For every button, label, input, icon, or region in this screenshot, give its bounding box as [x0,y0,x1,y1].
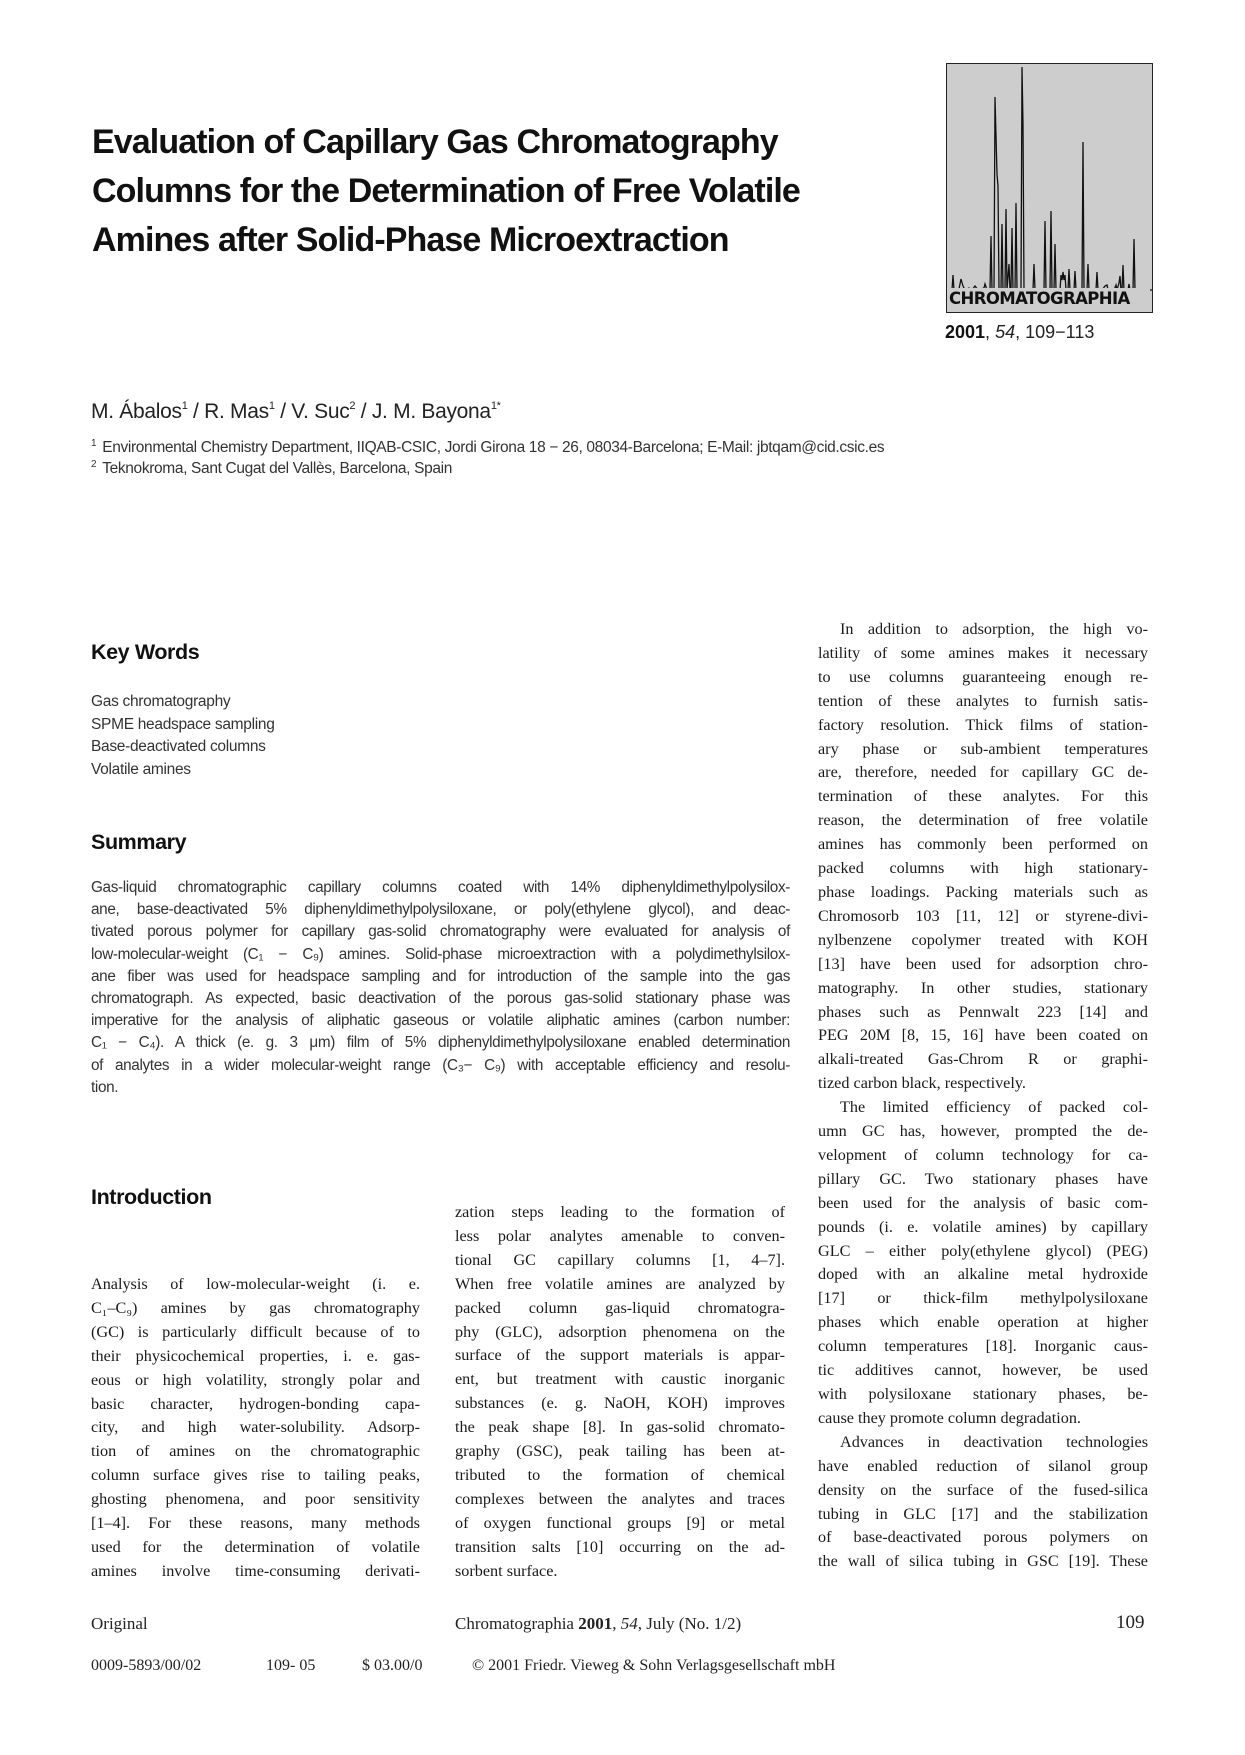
author-affiliation-marker: 1 [181,400,188,412]
author-name: R. Mas [204,400,269,423]
body-line: latility of some amines makes it necessary [818,643,1148,662]
body-column-1 [91,1273,420,1584]
body-line: tention of these analytes to furnish satis- [818,691,1148,710]
keywords-heading: Key Words [91,640,200,664]
body-line: density on the surface of the fused-silica [818,1480,1148,1499]
keyword: Base-deactivated columns [91,738,266,755]
affiliation [91,459,452,478]
body-line: eous or high volatility, strongly polar and [91,1370,420,1389]
body-line: [13] have been used for adsorption chro- [818,954,1148,973]
body-line: tic additives cannot, however, be used [818,1361,1148,1380]
summary-line: ane fiber was used for headspace sampling and for introduction of the sample into the gas [91,967,790,985]
affiliation-number: 2 [91,459,97,470]
body-line: the wall of silica tubing in GSC [19]. These [818,1552,1148,1571]
article-title [92,118,852,265]
body-line: the peak shape [8]. In gas-solid chromato- [455,1418,785,1437]
summary-line: chromatograph. As expected, basic deactivation of the porous gas-solid stationary phase was [91,990,790,1008]
body-line: basic character, hydrogen-bonding capa- [91,1394,420,1413]
body-line: tion of amines on the chromatographic [91,1442,420,1461]
title-line: Amines after Solid-Phase Microextraction [92,221,729,259]
title-line: Columns for the Determination of Free Volatile [92,172,800,210]
price: $ 03.00/0 [362,1657,423,1674]
summary-line: of analytes in a wider molecular-weight range (C₃− C₉) with acceptable efficiency and resolu- [91,1056,790,1074]
body-line: amines involve time-consuming derivati- [91,1561,420,1580]
copyright: © 2001 Friedr. Vieweg & Sohn Verlagsgesellschaft mbH [472,1657,836,1674]
body-line: tional GC capillary columns [1, 4–7]. [455,1250,785,1269]
body-line: packed columns with high stationary- [818,859,1148,878]
issn: 0009-5893/00/02 [91,1657,202,1674]
author-affiliation-marker: 1* [490,400,501,412]
summary-line: Gas-liquid chromatographic capillary columns coated with 14% diphenyldimethylpolysilox- [91,879,790,896]
body-line: When free volatile amines are analyzed by [455,1274,785,1293]
body-line: of base-deactivated porous polymers on [818,1528,1148,1547]
author-name: V. Suc [291,400,350,423]
body-line: complexes between the analytes and traces [455,1489,785,1508]
body-line: [17] or thick-film methylpolysiloxane [818,1289,1148,1308]
body-line: their physicochemical properties, i. e. gas- [91,1346,420,1365]
summary-line: C₁ − C₄). A thick (e. g. 3 μm) film of 5% diphenyldimethylpolysiloxane enabled determination [91,1034,790,1052]
body-line: ghosting phenomena, and poor sensitivity [91,1490,420,1509]
summary-heading: Summary [91,830,187,854]
body-line: Analysis of low-molecular-weight (i. e. [91,1275,420,1293]
summary-line: low-molecular-weight (C₁ − C₉) amines. Solid-phase microextraction with a polydimethylsilox- [91,945,790,963]
footer-year: 2001 [578,1614,613,1633]
title-line: Evaluation of Capillary Gas Chromatography [92,123,778,161]
body-line: phases such as Pennwalt 223 [14] and [818,1002,1148,1021]
body-line: transition salts [10] occurring on the ad- [455,1537,785,1556]
author-name: J. M. Bayona [371,400,491,423]
body-line: city, and high water-solubility. Adsorp- [91,1418,420,1437]
body-line: packed column gas-liquid chromatogra- [455,1298,785,1317]
body-line: doped with an alkaline metal hydroxide [818,1265,1148,1284]
body-line: substances (e. g. NaOH, KOH) improves [455,1394,785,1413]
body-line: cause they promote column degradation. [818,1408,1081,1427]
affiliation-number: 1 [91,438,97,449]
affiliation-text: Environmental Chemistry Department, IIQAB-CSIC, Jordi Girona 18 − 26, 08034-Barcelona; E-Mail: jbtqam@cid.csic.es [102,439,885,456]
body-line: have enabled reduction of silanol group [818,1456,1148,1475]
body-line: column surface gives rise to tailing peaks, [91,1466,420,1485]
summary-line: imperative for the analysis of aliphatic gaseous or volatile aliphatic amines (carbon number: [91,1012,790,1030]
body-line: surface of the support materials is appar- [455,1346,785,1365]
citation-pages: 109−113 [1025,322,1095,342]
body-line: ent, but treatment with caustic inorganic [455,1370,785,1389]
body-line: (GC) is particularly difficult because of to [91,1322,420,1341]
body-line: tized carbon black, respectively. [818,1074,1026,1093]
summary-text [91,877,790,1099]
body-line: phy (GLC), adsorption phenomena on the [455,1322,785,1341]
body-line: to use columns guaranteeing enough re- [818,667,1148,686]
body-line: termination of these analytes. For this [818,787,1148,806]
footer-volume: 54 [620,1614,638,1633]
affiliation-text: Teknokroma, Sant Cugat del Vallès, Barcelona, Spain [102,460,452,477]
body-line: velopment of column technology for ca- [818,1145,1148,1164]
body-line: [1–4]. For these reasons, many methods [91,1514,420,1533]
page-number: 109 [1116,1612,1145,1633]
footer-issue: , July (No. 1/2) [637,1614,742,1633]
body-line: factory resolution. Thick films of station- [818,715,1148,734]
author-affiliation-marker: 2 [349,400,356,412]
body-line: alkali-treated Gas-Chrom R or graphi- [818,1050,1148,1069]
body-line: phase loadings. Packing materials such as [818,882,1148,901]
author-list: M. Ábalos$^1$ / R. Mas$^1$ / V. Suc$^2$ / J. M. Bayona$^{1*}$ [91,400,501,423]
body-line: GLC – either poly(ethylene glycol) (PEG) [818,1241,1148,1260]
body-line: sorbent surface. [455,1561,558,1580]
keyword: Gas chromatography [91,693,231,710]
body-line: pounds (i. e. volatile amines) by capillary [818,1217,1148,1236]
body-line: column temperatures [18]. Inorganic caus- [818,1337,1148,1356]
body-line: less polar analytes amenable to conven- [455,1226,785,1245]
summary-line: ane, base-deactivated 5% diphenyldimethylpolysiloxane, or poly(ethylene glycol), and deac- [91,901,790,919]
body-column-2 [455,1201,785,1584]
article-type: Original [91,1614,148,1633]
introduction-heading: Introduction [91,1185,212,1209]
keywords-list [91,691,275,781]
body-line: The limited efficiency of packed col- [840,1098,1148,1117]
author-name: M. Ábalos [91,400,182,423]
footer-journal: Chromatographia [455,1614,574,1633]
body-line: nylbenzene copolymer treated with KOH [818,930,1148,949]
article-code: 109- 05 [266,1657,316,1674]
chromatogram-logo-icon [947,64,1153,313]
citation: 2001, 54, 109−113 [945,322,1095,342]
body-line: zation steps leading to the formation of [455,1203,785,1221]
journal-wordmark: CHROMATOGRAPHIA [949,288,1150,310]
body-line: tubing in GLC [17] and the stabilization [818,1504,1148,1523]
keyword: SPME headspace sampling [91,715,275,733]
affiliation [91,438,884,457]
keyword: Volatile amines [91,760,191,778]
citation-volume: 54 [995,322,1016,342]
body-line: been used for the analysis of basic com- [818,1193,1148,1212]
author-affiliation-marker: 1 [268,400,275,412]
body-line: matography. In other studies, stationary [818,978,1148,997]
body-line: tributed to the formation of chemical [455,1465,785,1484]
body-line: Advances in deactivation technologies [840,1432,1148,1451]
body-line: are, therefore, needed for capillary GC de- [818,763,1148,782]
body-line: amines has commonly been performed on [818,835,1148,854]
journal-logo [946,63,1153,313]
body-line: used for the determination of volatile [91,1537,420,1556]
citation-year: 2001 [945,322,986,342]
body-line: pillary GC. Two stationary phases have [818,1169,1148,1188]
body-line: C₁–C₉) amines by gas chromatography [91,1298,420,1317]
body-line: ary phase or sub-ambient temperatures [818,739,1148,758]
body-line: with polysiloxane stationary phases, be- [818,1385,1148,1403]
body-line: Chromosorb 103 [11, 12] or styrene-divi- [818,906,1148,925]
journal-issue-line: Chromatographia 2001, 54, July (No. 1/2) [455,1614,742,1633]
summary-line: tion. [91,1078,119,1096]
body-line: phases which enable operation at higher [818,1313,1148,1332]
body-line: umn GC has, however, prompted the de- [818,1122,1148,1141]
body-line: of oxygen functional groups [9] or metal [455,1513,785,1532]
body-line: graphy (GSC), peak tailing has been at- [455,1442,785,1461]
body-line: In addition to adsorption, the high vo- [840,620,1148,638]
body-line: PEG 20M [8, 15, 16] have been coated on [818,1026,1148,1045]
body-line: reason, the determination of free volatile [818,811,1148,830]
body-column-3 [818,618,1148,1574]
summary-line: tivated porous polymer for capillary gas-solid chromatography were evaluated for analysis of [91,923,790,941]
